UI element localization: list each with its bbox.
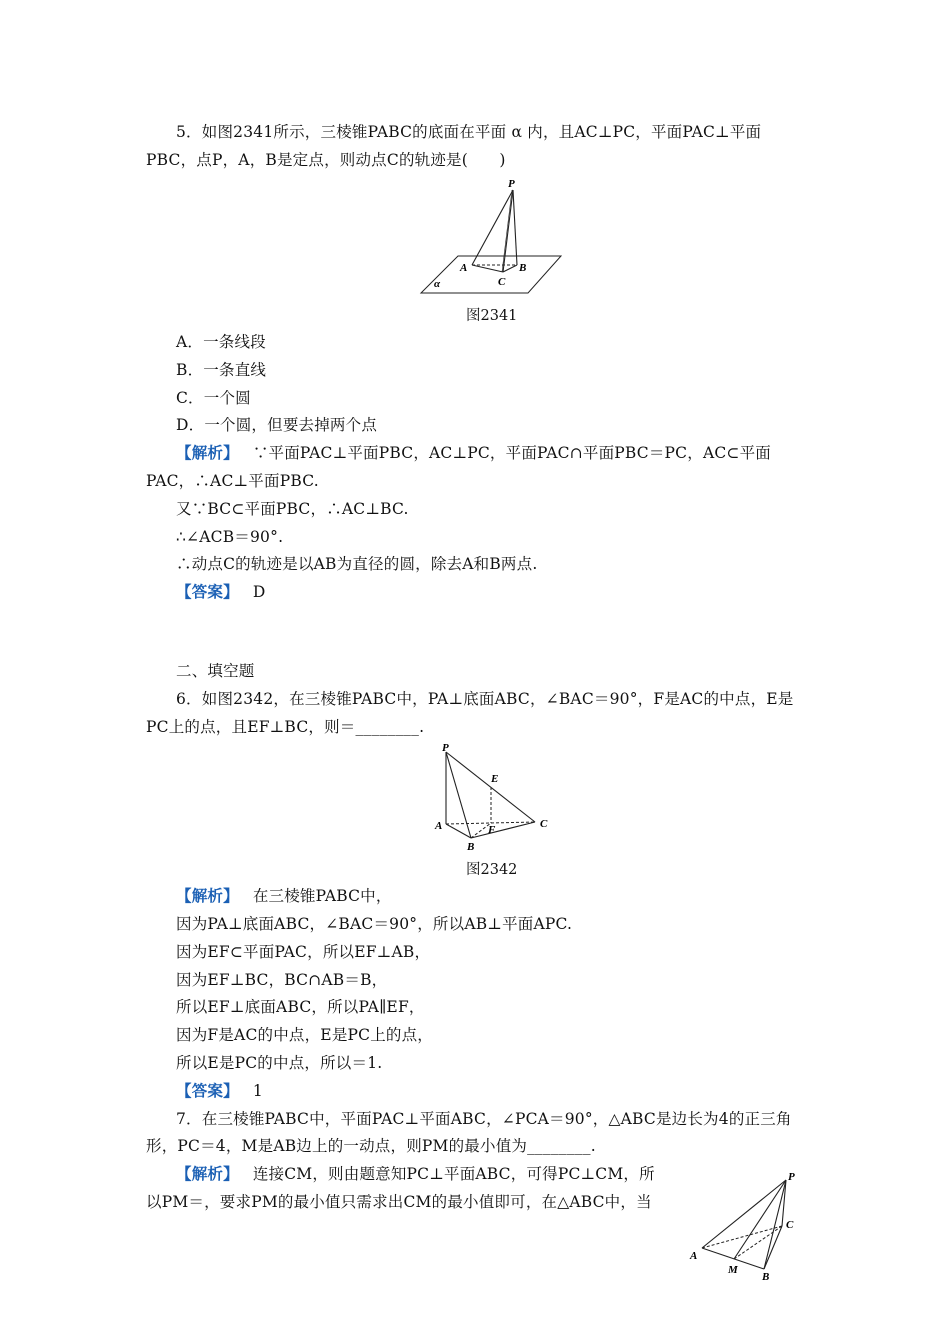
q7-stem-line2: 形，PC＝4，M是AB边上的一动点，则PM的最小值为________. [146,1137,596,1155]
figure-2342 [434,742,554,854]
q6-analysis-text1: 在三棱锥PABC中， [252,887,392,905]
q6-answer-line [176,1081,263,1101]
fig3-label-p: P [788,1171,795,1183]
fig1-label-a: A [460,262,468,274]
edge-pb [446,752,471,838]
q7-analysis-line2: 以PM＝，要求PM的最小值只需求出CM的最小值即可，在△ABC中，当 [146,1193,652,1211]
edge-pb [764,1180,786,1269]
q5-analysis-line5: ∴动点C的轨迹是以AB为直径的圆，除去A和B两点. [176,555,538,573]
q6-analysis-line3: 因为EF⊂平面PAC，所以EF⊥AB， [176,943,431,961]
q5-analysis-line4: ∴∠ACB＝90°. [176,528,284,546]
fig2-label-a: A [435,820,443,832]
fig1-label-alpha: α [434,278,441,290]
edge-pm [734,1180,786,1259]
q6-answer-tag: 【答案】 [176,1081,239,1100]
fig3-label-c: C [786,1219,794,1231]
q6-analysis-line2: 因为PA⊥底面ABC，∠BAC＝90°，所以AB⊥平面APC. [176,915,573,933]
fig2-label-p: P [442,742,449,754]
q5-analysis-text1: ∵平面PAC⊥平面PBC，AC⊥PC，平面PAC∩平面PBC＝PC，AC⊂平面 [252,444,771,462]
fig3-label-m: M [728,1264,738,1276]
fig2-label-b: B [467,841,475,853]
edge-pa [472,190,513,265]
fig1-label-c: C [498,276,506,288]
fig2-label-e: E [491,773,499,785]
fig2-label-c: C [540,818,548,830]
q5-answer-tag: 【答案】 [176,582,239,601]
q6-stem-line2: PC上的点，且EF⊥BC，则＝________. [146,718,425,736]
q5-analysis-line2: PAC，∴AC⊥平面PBC. [146,472,319,490]
q7-analysis-line1 [176,1164,655,1184]
plane-alpha [421,256,561,293]
q5-option-d: D．一个圆，但要去掉两个点 [176,416,378,434]
section-title-fill-blank: 二、填空题 [176,662,255,680]
q5-analysis-line1 [176,443,771,463]
q7-stem-line1: 7．在三棱锥PABC中，平面PAC⊥平面ABC，∠PCA＝90°，△ABC是边长为4的正三角 [176,1110,792,1128]
q5-stem-line1: 5．如图2341所示，三棱锥PABC的底面在平面 α 内，且AC⊥PC，平面PAC⊥平面 [176,123,762,141]
q5-analysis-tag: 【解析】 [176,443,239,462]
edge-pc [503,190,513,272]
fig3-label-b: B [762,1271,770,1283]
q6-analysis-tag: 【解析】 [176,886,239,905]
q6-analysis-line1 [176,886,392,906]
fig3-label-a: A [690,1250,698,1262]
figure-2342-caption: 图2342 [466,862,518,878]
edge-ac [472,265,503,272]
q6-analysis-line5: 所以EF⊥底面ABC，所以PA∥EF， [176,998,425,1016]
q6-answer-value: 1 [252,1082,263,1100]
q7-analysis-tag: 【解析】 [176,1164,239,1183]
q6-analysis-line4: 因为EF⊥BC，BC∩AB＝B， [176,971,388,989]
q5-analysis-line3: 又∵BC⊂平面PBC，∴AC⊥BC. [176,500,409,518]
q5-option-a: A．一条线段 [176,333,266,351]
edge-pa [702,1180,786,1248]
figure-2341 [418,176,564,298]
q7-analysis-text1: 连接CM，则由题意知PC⊥平面ABC，可得PC⊥CM，所 [252,1165,655,1183]
q6-analysis-line6: 因为F是AC的中点，E是PC上的点， [176,1026,434,1044]
edge-bc [471,822,535,838]
figure-q7 [688,1168,800,1284]
edge-pb [513,190,517,265]
fig1-label-p: P [508,178,515,190]
q6-analysis-line7: 所以E是PC的中点，所以＝1. [176,1054,383,1072]
q5-stem-line2: PBC，点P，A，B是定点，则动点C的轨迹是( ) [146,151,506,169]
q5-option-c: C．一个圆 [176,389,251,407]
q6-stem-line1: 6．如图2342，在三棱锥PABC中，PA⊥底面ABC，∠BAC＝90°，F是AC的中点，E是 [176,690,794,708]
edge-pc-2 [502,190,512,272]
q5-answer-line [176,582,265,602]
fig2-label-f: F [488,824,496,836]
q5-answer-value: D [252,583,266,601]
q5-option-b: B．一条直线 [176,361,267,379]
fig1-label-b: B [519,262,527,274]
figure-2341-caption: 图2341 [466,308,518,324]
edge-bc [503,265,517,272]
